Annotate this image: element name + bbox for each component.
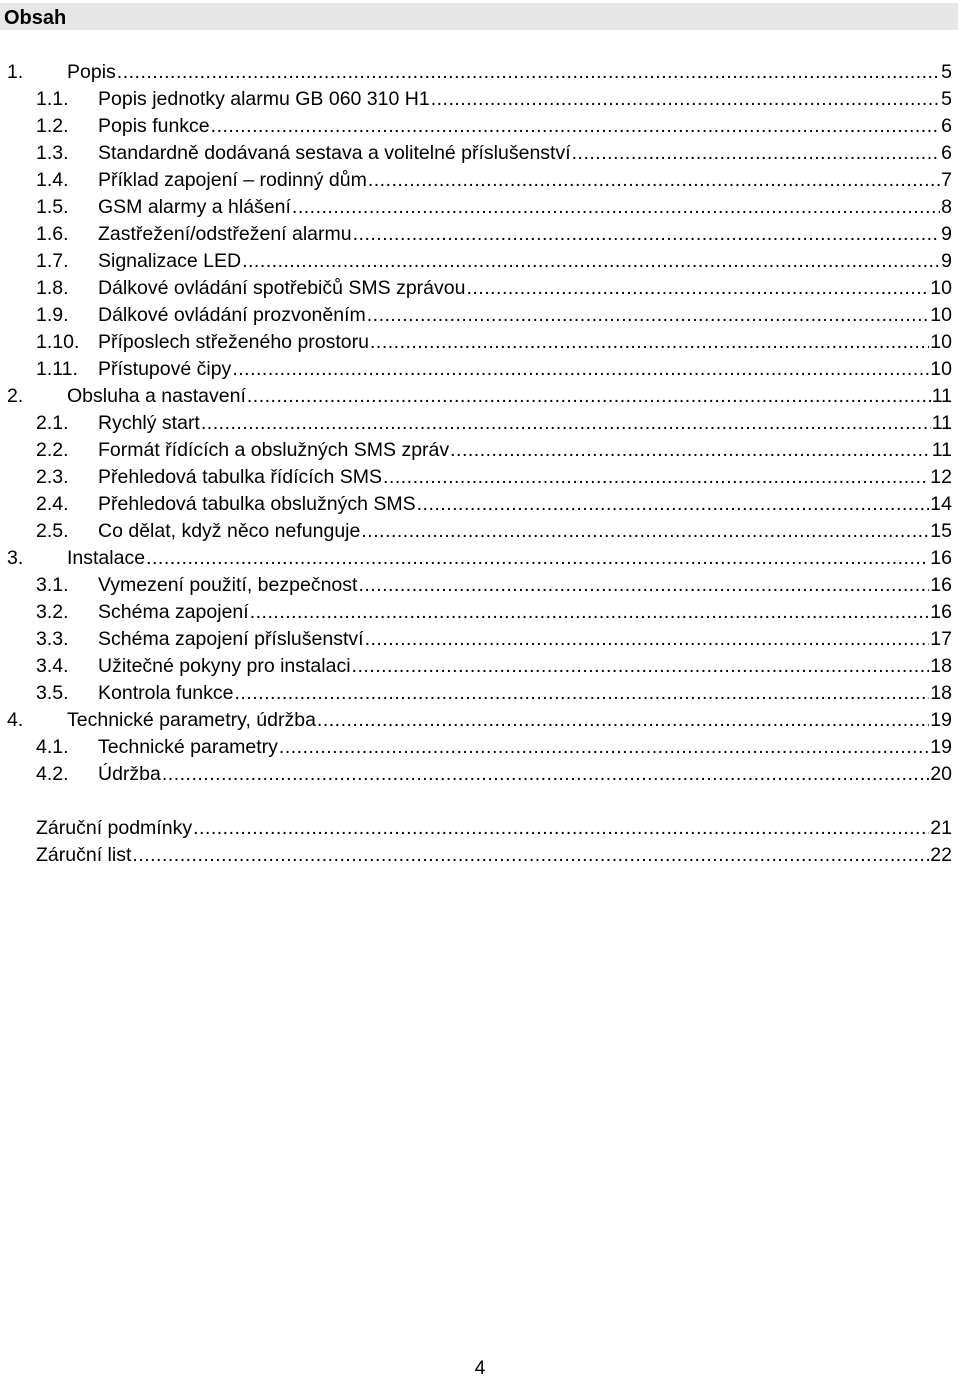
toc-entry[interactable] (0, 86, 960, 113)
toc-entry-line (98, 491, 952, 518)
toc-entry-page: 6 (941, 115, 952, 137)
toc-entry-line (98, 248, 952, 275)
toc-dot-leader (117, 59, 940, 86)
toc-entry-title: Dálkové ovládání prozvoněním (98, 304, 366, 326)
toc-entry-line (67, 545, 952, 572)
toc-entry-page: 10 (930, 304, 952, 326)
toc-entry-title: Rychlý start (98, 412, 200, 434)
toc-entry-number: 3. (7, 547, 24, 569)
toc-entry-title: Schéma zapojení (98, 601, 249, 623)
toc-entry-line (67, 707, 952, 734)
toc-entry-line (98, 572, 952, 599)
page-number: 4 (474, 1358, 486, 1379)
toc-entry-number: 2.2. (36, 439, 69, 461)
toc-entry-page: 9 (941, 250, 952, 272)
toc-entry-number: 1.9. (36, 304, 69, 326)
toc-entry-line (98, 275, 952, 302)
toc-entry-line (98, 464, 952, 491)
toc-entry-number: 2. (7, 385, 24, 407)
toc-spacer (0, 788, 960, 815)
toc-entry[interactable] (0, 437, 960, 464)
toc-dot-leader (146, 545, 929, 572)
toc-entry-page: 19 (930, 709, 952, 731)
toc-dot-leader (279, 734, 929, 761)
toc-entry-title: Popis (67, 61, 116, 83)
toc-dot-leader (292, 194, 940, 221)
toc-entry-title: Technické parametry, údržba (67, 709, 316, 731)
toc-entry-number: 3.2. (36, 601, 69, 623)
toc-dot-leader (367, 302, 930, 329)
toc-extra-entry[interactable] (0, 842, 960, 869)
toc-entry-page: 11 (931, 412, 952, 434)
toc-entry-page: 10 (930, 358, 952, 380)
toc-entry-line (98, 518, 952, 545)
toc-entry-title: Instalace (67, 547, 146, 569)
toc-entry-line (98, 734, 952, 761)
toc-entry[interactable] (0, 626, 960, 653)
toc-entry[interactable] (0, 113, 960, 140)
toc-dot-leader (417, 491, 930, 518)
toc-entry-title: Signalizace LED (98, 250, 242, 272)
toc-entry-number: 2.3. (36, 466, 69, 488)
toc-dot-leader (247, 383, 931, 410)
toc-entry-page: 10 (930, 331, 952, 353)
toc-entry-number: 3.5. (36, 682, 69, 704)
table-of-contents (0, 59, 960, 869)
toc-entry-number: 1.10. (36, 331, 80, 353)
toc-entry[interactable] (0, 734, 960, 761)
toc-entry-number: 4.1. (36, 736, 69, 758)
toc-entry-title: GSM alarmy a hlášení (98, 196, 291, 218)
toc-entry[interactable] (0, 518, 960, 545)
toc-entry[interactable] (0, 491, 960, 518)
toc-entry-number: 3.1. (36, 574, 69, 596)
toc-dot-leader (317, 707, 929, 734)
toc-entry-page: 16 (930, 574, 952, 596)
toc-entry-title: Příklad zapojení – rodinný dům (98, 169, 367, 191)
toc-entry-line (98, 761, 952, 788)
toc-entry-line (98, 653, 952, 680)
toc-entry-page: 16 (930, 601, 952, 623)
toc-entry-number: 1.7. (36, 250, 69, 272)
toc-entry-line (36, 842, 952, 869)
toc-entry-line (98, 221, 952, 248)
toc-dot-leader (250, 599, 930, 626)
page-title: Obsah (4, 7, 67, 29)
toc-entry-line (36, 815, 952, 842)
toc-entry[interactable] (0, 599, 960, 626)
toc-dot-leader (450, 437, 931, 464)
toc-entry-title: Popis funkce (98, 115, 210, 137)
toc-entry-page: 19 (930, 736, 952, 758)
toc-entry-title: Údržba (98, 763, 161, 785)
toc-entry-title: Co dělat, když něco nefunguje (98, 520, 361, 542)
toc-entry-number: 3.3. (36, 628, 69, 650)
toc-entry-title: Přehledová tabulka řídících SMS (98, 466, 382, 488)
toc-extra-entry[interactable] (0, 815, 960, 842)
toc-entry-title: Záruční podmínky (36, 817, 193, 839)
toc-entry-page: 9 (941, 223, 952, 245)
toc-entry-line (98, 437, 952, 464)
toc-entry-line (98, 302, 952, 329)
toc-entry-line (67, 59, 952, 86)
toc-dot-leader (132, 842, 929, 869)
toc-entry-number: 4.2. (36, 763, 69, 785)
toc-entry-page: 21 (930, 817, 952, 839)
toc-dot-leader (370, 329, 929, 356)
toc-entry-line (67, 383, 952, 410)
toc-entry[interactable] (0, 680, 960, 707)
toc-dot-leader (232, 356, 929, 383)
toc-entry[interactable] (0, 194, 960, 221)
toc-entry-number: 1.3. (36, 142, 69, 164)
toc-entry-title: Dálkové ovládání spotřebičů SMS zprávou (98, 277, 466, 299)
toc-entry-page: 11 (931, 385, 952, 407)
toc-dot-leader (383, 464, 929, 491)
toc-entry-page: 5 (941, 88, 952, 110)
toc-entry[interactable] (0, 356, 960, 383)
toc-entry[interactable] (0, 761, 960, 788)
toc-entry-line (98, 194, 952, 221)
toc-entry-line (98, 599, 952, 626)
toc-entry-page: 22 (930, 844, 952, 866)
toc-entry[interactable] (0, 329, 960, 356)
toc-entry-page: 10 (930, 277, 952, 299)
toc-entry-number: 1.6. (36, 223, 69, 245)
toc-entry-page: 20 (930, 763, 952, 785)
toc-entry-number: 1.11. (36, 358, 78, 380)
toc-dot-leader (193, 815, 929, 842)
toc-entry-line (98, 356, 952, 383)
toc-dot-leader (431, 86, 940, 113)
toc-entry-number: 1.1. (36, 88, 69, 110)
toc-entry[interactable] (0, 59, 960, 86)
toc-entry[interactable] (0, 410, 960, 437)
toc-entry-title: Schéma zapojení příslušenství (98, 628, 364, 650)
toc-dot-leader (358, 572, 929, 599)
toc-entry-number: 1. (7, 61, 24, 83)
toc-entry-title: Zastřežení/odstřežení alarmu (98, 223, 352, 245)
toc-dot-leader (368, 167, 940, 194)
toc-entry-line (98, 140, 952, 167)
toc-entry[interactable] (0, 140, 960, 167)
toc-entry-page: 5 (941, 61, 952, 83)
toc-entry-line (98, 329, 952, 356)
toc-dot-leader (365, 626, 930, 653)
toc-entry[interactable] (0, 302, 960, 329)
toc-entry-number: 1.5. (36, 196, 69, 218)
toc-entry-title: Kontrola funkce (98, 682, 234, 704)
toc-dot-leader (353, 221, 941, 248)
toc-entry-line (98, 167, 952, 194)
toc-entry[interactable] (0, 275, 960, 302)
toc-dot-leader (162, 761, 929, 788)
toc-entry[interactable] (0, 221, 960, 248)
toc-entry-page: 11 (931, 439, 952, 461)
toc-entry[interactable] (0, 464, 960, 491)
toc-entry[interactable] (0, 707, 960, 734)
toc-entry-page: 6 (941, 142, 952, 164)
toc-entry[interactable] (0, 383, 960, 410)
toc-entry-title: Vymezení použití, bezpečnost (98, 574, 358, 596)
toc-dot-leader (572, 140, 941, 167)
toc-entry-page: 18 (930, 655, 952, 677)
toc-entry-title: Přehledová tabulka obslužných SMS (98, 493, 416, 515)
toc-entry[interactable] (0, 653, 960, 680)
toc-entry-page: 18 (930, 682, 952, 704)
toc-entry-title: Záruční list (36, 844, 132, 866)
toc-entry-number: 4. (7, 709, 24, 731)
toc-entry-line (98, 626, 952, 653)
toc-dot-leader (235, 680, 930, 707)
toc-entry-title: Příposlech střeženého prostoru (98, 331, 369, 353)
toc-dot-leader (242, 248, 940, 275)
toc-entry-number: 1.2. (36, 115, 69, 137)
toc-entry-line (98, 86, 952, 113)
toc-entry-title: Užitečné pokyny pro instalaci (98, 655, 351, 677)
toc-entry-line (98, 680, 952, 707)
toc-entry-number: 2.1. (36, 412, 69, 434)
toc-entry-page: 12 (930, 466, 952, 488)
toc-dot-leader (466, 275, 929, 302)
toc-entry-title: Formát řídících a obslužných SMS zpráv (98, 439, 450, 461)
toc-entry-number: 2.4. (36, 493, 69, 515)
toc-entry[interactable] (0, 545, 960, 572)
heading-bar (0, 3, 958, 30)
toc-entry-page: 17 (930, 628, 952, 650)
toc-entry-title: Popis jednotky alarmu GB 060 310 H1 (98, 88, 430, 110)
toc-entry-number: 1.8. (36, 277, 69, 299)
toc-entry-title: Technické parametry (98, 736, 278, 758)
toc-entry-line (98, 410, 952, 437)
toc-entry-page: 7 (941, 169, 952, 191)
toc-entry-page: 14 (930, 493, 952, 515)
toc-entry-page: 8 (941, 196, 952, 218)
toc-entry-number: 3.4. (36, 655, 69, 677)
toc-dot-leader (211, 113, 940, 140)
toc-entry[interactable] (0, 572, 960, 599)
toc-entry-line (98, 113, 952, 140)
toc-entry-title: Přístupové čipy (98, 358, 232, 380)
toc-entry-title: Obsluha a nastavení (67, 385, 246, 407)
toc-entry-number: 2.5. (36, 520, 69, 542)
toc-entry[interactable] (0, 248, 960, 275)
toc-entry-title: Standardně dodávaná sestava a volitelné příslušenství (98, 142, 571, 164)
toc-dot-leader (361, 518, 929, 545)
toc-entry-page: 16 (930, 547, 952, 569)
toc-entry[interactable] (0, 167, 960, 194)
toc-dot-leader (352, 653, 930, 680)
toc-entry-number: 1.4. (36, 169, 69, 191)
toc-dot-leader (201, 410, 931, 437)
toc-entry-page: 15 (930, 520, 952, 542)
